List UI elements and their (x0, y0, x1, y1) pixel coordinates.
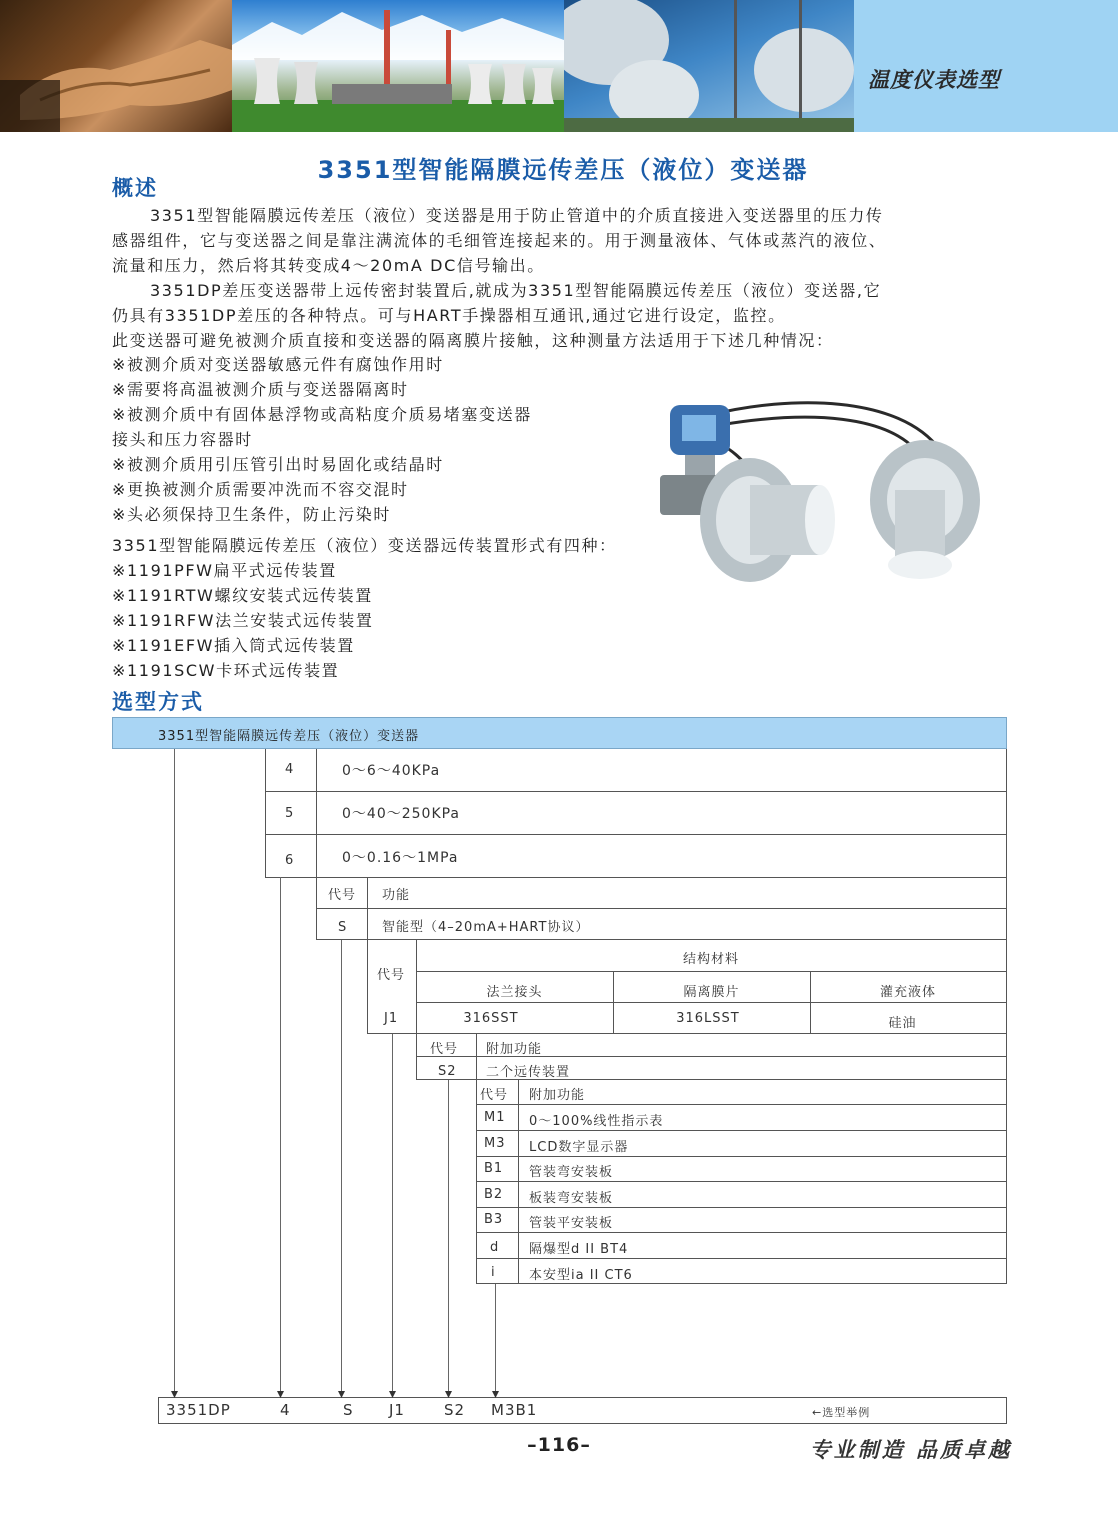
range-value: 0～40～250KPa (342, 806, 461, 822)
condition-item: ※被测介质用引压管引出时易固化或结晶时 (112, 455, 444, 474)
material-group-header: 结构材料 (682, 952, 739, 967)
extras-code: B1 (484, 1161, 504, 1176)
condition-item: ※被测介质中有固体悬浮物或高粘度介质易堵塞变送器 (112, 405, 532, 424)
range-value: 0～0.16～1MPa (342, 850, 459, 866)
device-form-item: ※1191EFW插入筒式远传装置 (112, 636, 355, 655)
extras-name: 隔爆型d II BT4 (529, 1242, 629, 1257)
page-title: 3351型智能隔膜远传差压（液位）变送器 (317, 156, 809, 184)
material-value: 316LSST (676, 1011, 740, 1026)
device-forms-intro: 3351型智能隔膜远传差压（液位）变送器远传装置形式有四种： (112, 536, 617, 555)
device-form-item: ※1191SCW卡环式远传装置 (112, 661, 340, 680)
extras-name: 本安型ia II CT6 (529, 1268, 633, 1283)
overview-line: 3351型智能隔膜远传差压（液位）变送器是用于防止管道中的介质直接进入变送器里的压力传 (150, 206, 884, 225)
overview-line: 感器组件，它与变送器之间是靠注满流体的毛细管连接起来的。用于测量液体、气体或蒸汽的液位、 (112, 231, 887, 250)
function-code-header: 代号 (328, 888, 357, 903)
extras-name: LCD数字显示器 (529, 1140, 629, 1155)
remote-name: 二个远传装置 (486, 1065, 571, 1080)
example-model: 3351DP (166, 1401, 231, 1419)
example-remote: S2 (444, 1401, 466, 1419)
extras-code: i (491, 1265, 496, 1280)
range-value: 0～6～40KPa (342, 763, 441, 779)
extras-name-header: 附加功能 (529, 1088, 586, 1103)
example-material: J1 (389, 1401, 405, 1419)
example-function: S (343, 1401, 354, 1419)
power-plant-photo (232, 0, 564, 132)
extras-name: 管装弯安装板 (529, 1165, 614, 1180)
example-range: 4 (280, 1401, 291, 1419)
handshake-photo (0, 0, 232, 132)
material-value: 硅油 (888, 1016, 917, 1031)
overview-line: 仍具有3351DP差压的各种特点。可与HART手操器相互通讯,通过它进行设定，监控。 (112, 306, 786, 325)
overview-line: 此变送器可避免被测介质直接和变送器的隔离膜片接触，这种测量方法适用于下述几种情况： (112, 331, 834, 350)
page-number: –116– (527, 1434, 591, 1456)
function-name-header: 功能 (382, 888, 411, 903)
remote-code-header: 代号 (430, 1042, 459, 1057)
extras-code: M3 (484, 1136, 506, 1151)
material-code-header: 代号 (377, 968, 406, 983)
device-form-item: ※1191RFW法兰安装式远传装置 (112, 611, 374, 630)
header-title: 温度仪表选型 (868, 68, 1000, 92)
remote-name-header: 附加功能 (486, 1042, 543, 1057)
function-code: S (338, 920, 348, 935)
material-col-header: 隔离膜片 (683, 985, 740, 1000)
overview-line: 3351DP差压变送器带上远传密封装置后,就成为3351型智能隔膜远传差压（液位）变送器,它 (150, 281, 882, 300)
condition-item: ※需要将高温被测介质与变送器隔离时 (112, 380, 409, 399)
range-code: 5 (285, 806, 295, 821)
selection-arrows (0, 1388, 1118, 1400)
example-extras: M3B1 (491, 1401, 538, 1419)
material-code: J1 (384, 1011, 399, 1026)
extras-name: 0～100%线性指示表 (529, 1114, 664, 1129)
storage-tank-icon (564, 0, 854, 132)
example-note: ←选型举例 (812, 1406, 871, 1419)
extras-code-header: 代号 (480, 1088, 509, 1103)
overview-heading: 概述 (112, 176, 158, 200)
condition-item: ※更换被测介质需要冲洗而不容交混时 (112, 480, 409, 499)
extras-name: 板装弯安装板 (529, 1191, 614, 1206)
material-col-header: 灌充液体 (879, 985, 936, 1000)
range-code: 6 (285, 853, 295, 868)
overview-line: 流量和压力，然后将其转变成4～20mA DC信号输出。 (112, 256, 545, 275)
function-name: 智能型（4–20mA+HART协议） (382, 920, 590, 935)
remote-code: S2 (438, 1064, 457, 1079)
material-value: 316SST (463, 1011, 519, 1026)
extras-code: M1 (484, 1110, 506, 1125)
handshake-icon (0, 0, 232, 132)
transmitter-product-image (640, 395, 1010, 595)
material-col-header: 法兰接头 (486, 985, 543, 1000)
extras-code: d (490, 1240, 500, 1255)
extras-code: B3 (484, 1212, 504, 1227)
condition-item: ※被测介质对变送器敏感元件有腐蚀作用时 (112, 355, 444, 374)
range-code: 4 (285, 762, 295, 777)
selection-heading: 选型方式 (112, 690, 204, 714)
power-plant-icon (232, 0, 564, 132)
device-form-item: ※1191PFW扁平式远传装置 (112, 561, 337, 580)
condition-item: 接头和压力容器时 (112, 430, 253, 449)
storage-tanks-photo (564, 0, 854, 132)
condition-item: ※头必须保持卫生条件，防止污染时 (112, 505, 392, 524)
footer-slogan: 专业制造 品质卓越 (809, 1438, 1012, 1462)
model-bar-label: 3351型智能隔膜远传差压（液位）变送器 (158, 729, 420, 744)
device-form-item: ※1191RTW螺纹安装式远传装置 (112, 586, 373, 605)
extras-name: 管装平安装板 (529, 1216, 614, 1231)
extras-code: B2 (484, 1187, 504, 1202)
